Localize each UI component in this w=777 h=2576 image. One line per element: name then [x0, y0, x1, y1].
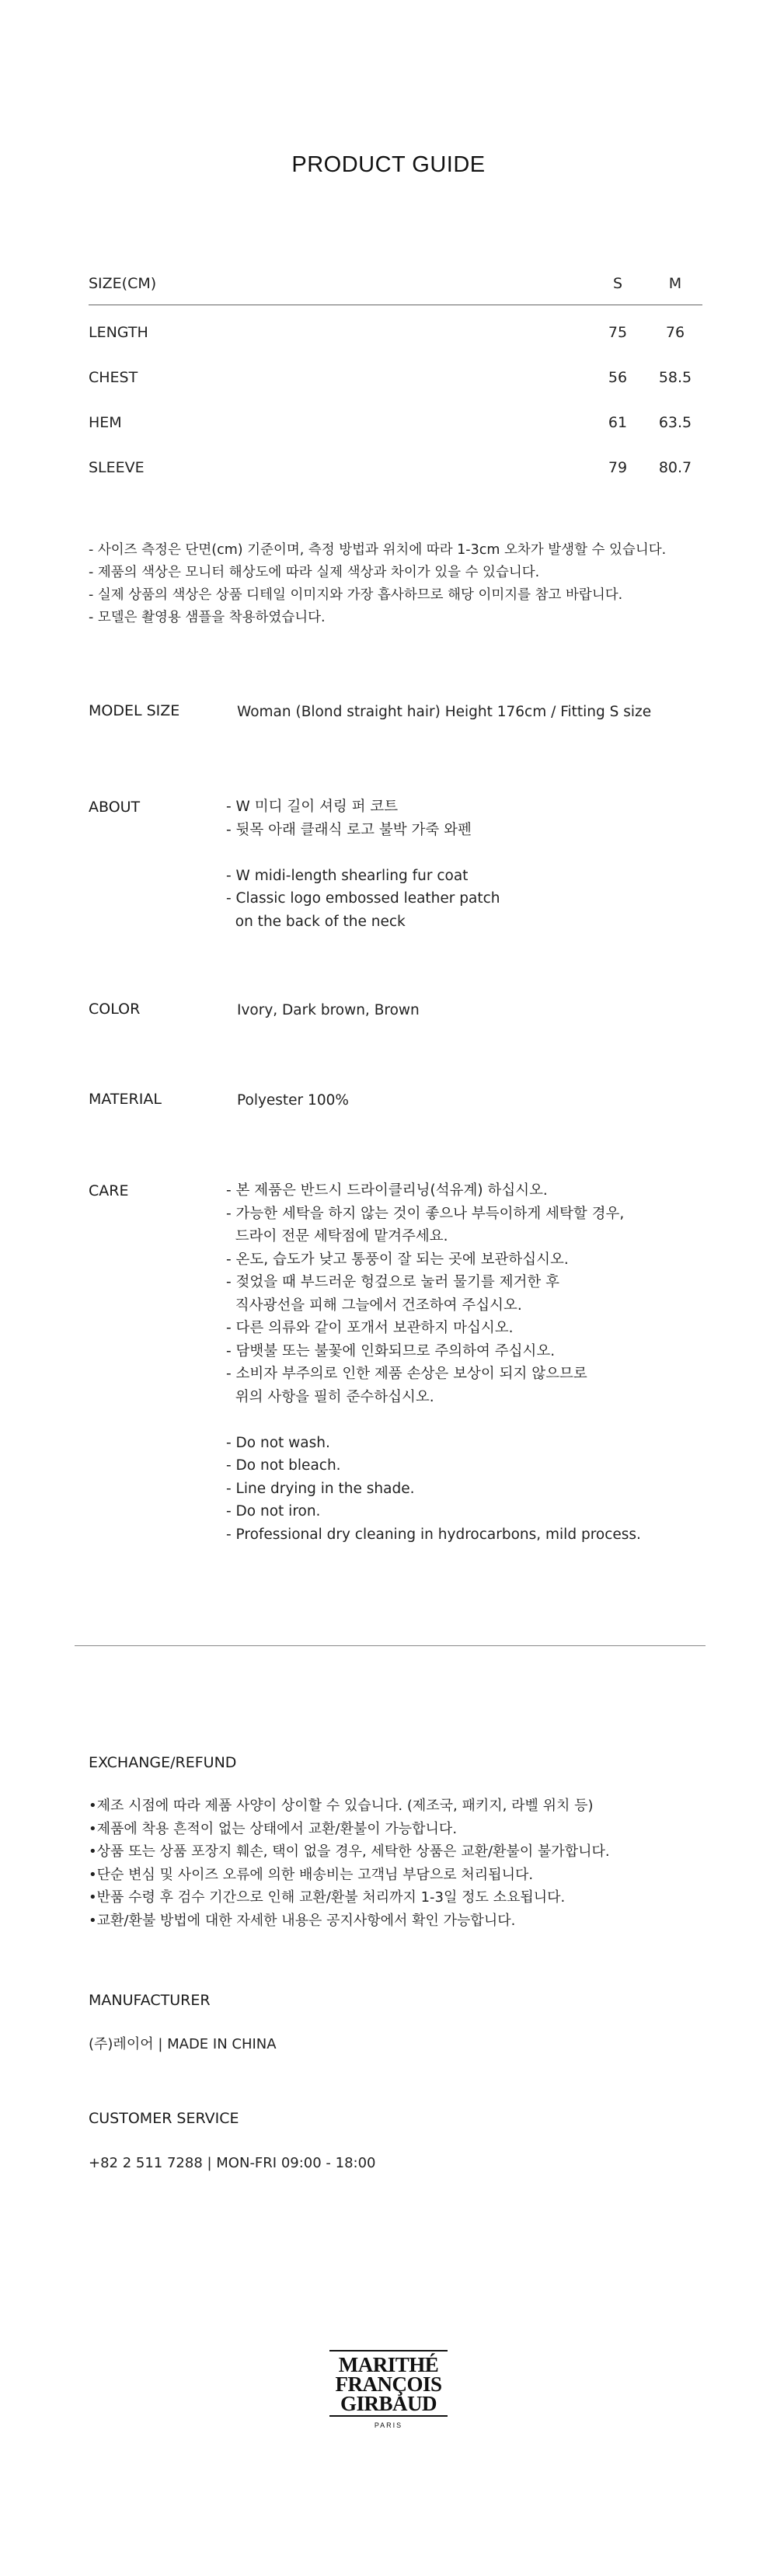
- size-row-sleeve: [89, 450, 702, 495]
- care-line: 위의 사항을 필히 준수하십시오.: [226, 1388, 434, 1405]
- exchange-line: •교환/환불 방법에 대한 자세한 내용은 공지사항에서 확인 가능합니다.: [89, 1912, 516, 1929]
- brand-logo-mark: [0, 2346, 777, 2439]
- size-cell: 75: [608, 324, 628, 341]
- exchange-line: •단순 변심 및 사이즈 오류에 의한 배송비는 고객님 부담으로 처리됩니다.: [89, 1866, 534, 1883]
- manufacturer-value: (주)레이어 | MADE IN CHINA: [89, 2036, 277, 2052]
- size-row-length: [89, 315, 702, 360]
- size-cell: 63.5: [658, 414, 692, 431]
- care-line: - Line drying in the shade.: [226, 1480, 415, 1497]
- manufacturer-title: MANUFACTURER: [89, 1992, 211, 2009]
- about-text: [226, 795, 500, 933]
- model-size-value: Woman (Blond straight hair) Height 176cm / Fitting S size: [237, 704, 652, 720]
- size-note: - 실제 상품의 색상은 상품 디테일 이미지와 가장 흡사하므로 해당 이미지를 참고 바랍니다.: [89, 587, 623, 603]
- svg-text:GIRBAUD: GIRBAUD: [340, 2392, 437, 2415]
- brand-logo: [0, 2346, 777, 2442]
- customer-service-value: +82 2 511 7288 | MON-FRI 09:00 - 18:00: [89, 2155, 376, 2171]
- care-line: - Professional dry cleaning in hydrocarbons, mild process.: [226, 1526, 641, 1543]
- care-line: - 온도, 습도가 낮고 통풍이 잘 되는 곳에 보관하십시오.: [226, 1251, 569, 1268]
- exchange-text: [89, 1794, 610, 1932]
- svg-text:FRANÇOIS: FRANÇOIS: [335, 2372, 442, 2396]
- care-line: - Do not iron.: [226, 1503, 321, 1519]
- size-column-m: M: [668, 275, 682, 292]
- exchange-line: •제품에 착용 흔적이 없는 상태에서 교환/환불이 가능합니다.: [89, 1820, 458, 1837]
- about-line: on the back of the neck: [226, 913, 406, 930]
- exchange-line: •반품 수령 후 검수 기간으로 인해 교환/환불 처리까지 1-3일 정도 소요됩니다.: [89, 1889, 566, 1906]
- care-line: [226, 1408, 641, 1432]
- care-line: - 다른 의류와 같이 포개서 보관하지 마십시오.: [226, 1320, 514, 1336]
- size-row-chest: [89, 360, 702, 405]
- color-label: COLOR: [89, 1001, 141, 1018]
- exchange-line: •상품 또는 상품 포장지 훼손, 택이 없을 경우, 세탁한 상품은 교환/환불이 불가합니다.: [89, 1843, 610, 1860]
- size-table-header: [89, 270, 702, 305]
- about-line: [226, 841, 500, 865]
- care-line: 드라이 전문 세탁점에 맡겨주세요.: [226, 1228, 448, 1244]
- customer-service-title: CUSTOMER SERVICE: [89, 2110, 239, 2127]
- size-row-label: CHEST: [89, 369, 138, 386]
- about-line: - Classic logo embossed leather patch: [226, 890, 500, 907]
- section-divider: [75, 1645, 706, 1646]
- care-line: - 소비자 부주의로 인한 제품 손상은 보상이 되지 않으므로: [226, 1366, 587, 1382]
- size-cell: 80.7: [658, 459, 692, 476]
- care-text: [226, 1179, 641, 1546]
- size-row-hem: [89, 405, 702, 450]
- svg-text:PARIS: PARIS: [374, 2421, 403, 2429]
- exchange-title: EXCHANGE/REFUND: [89, 1754, 237, 1771]
- material-value: Polyester 100%: [237, 1092, 349, 1109]
- size-note: - 모델은 촬영용 샘플을 착용하였습니다.: [89, 610, 326, 625]
- about-line: - W 미디 길이 셔링 퍼 코트: [226, 799, 399, 815]
- color-value: Ivory, Dark brown, Brown: [237, 1002, 420, 1018]
- care-line: - 가능한 세탁을 하지 않는 것이 좋으나 부득이하게 세탁할 경우,: [226, 1205, 625, 1222]
- about-label: ABOUT: [89, 799, 141, 816]
- size-cell: 56: [608, 369, 628, 386]
- model-size-label: MODEL SIZE: [89, 702, 180, 719]
- size-cell: 61: [608, 414, 628, 431]
- care-line: 직사광선을 피해 그늘에서 건조하여 주십시오.: [226, 1297, 522, 1314]
- care-line: - 본 제품은 반드시 드라이클리닝(석유계) 하십시오.: [226, 1182, 548, 1199]
- care-line: - 담뱃불 또는 불꽃에 인화되므로 주의하여 주십시오.: [226, 1342, 556, 1359]
- care-line: - 젖었을 때 부드러운 헝겊으로 눌러 물기를 제거한 후: [226, 1274, 560, 1290]
- size-cell: 79: [608, 459, 628, 476]
- material-label: MATERIAL: [89, 1091, 162, 1108]
- size-row-label: LENGTH: [89, 324, 148, 341]
- size-table: [89, 270, 702, 495]
- about-line: - 뒷목 아래 클래식 로고 불박 가죽 와펜: [226, 821, 472, 838]
- about-line: - W midi-length shearling fur coat: [226, 867, 469, 884]
- exchange-line: •제조 시점에 따라 제품 사양이 상이할 수 있습니다. (제조국, 패키지, 라벨 위치 등): [89, 1798, 594, 1814]
- size-column-s: S: [612, 275, 623, 292]
- svg-text:MARITHÉ: MARITHÉ: [338, 2353, 439, 2376]
- size-row-label: HEM: [89, 414, 122, 431]
- size-note: - 제품의 색상은 모니터 해상도에 따라 실제 색상과 차이가 있을 수 있습니다.: [89, 565, 540, 580]
- page-title: PRODUCT GUIDE: [291, 152, 486, 177]
- size-cell: 76: [665, 324, 685, 341]
- size-notes: [89, 539, 710, 629]
- size-header-label: SIZE(CM): [89, 275, 157, 292]
- care-line: - Do not wash.: [226, 1434, 330, 1451]
- size-cell: 58.5: [658, 369, 692, 386]
- size-row-label: SLEEVE: [89, 459, 145, 476]
- care-line: - Do not bleach.: [226, 1457, 341, 1474]
- care-label: CARE: [89, 1182, 129, 1199]
- size-note: - 사이즈 측정은 단면(cm) 기준이며, 측정 방법과 위치에 따라 1-3cm 오차가 발생할 수 있습니다.: [89, 542, 667, 558]
